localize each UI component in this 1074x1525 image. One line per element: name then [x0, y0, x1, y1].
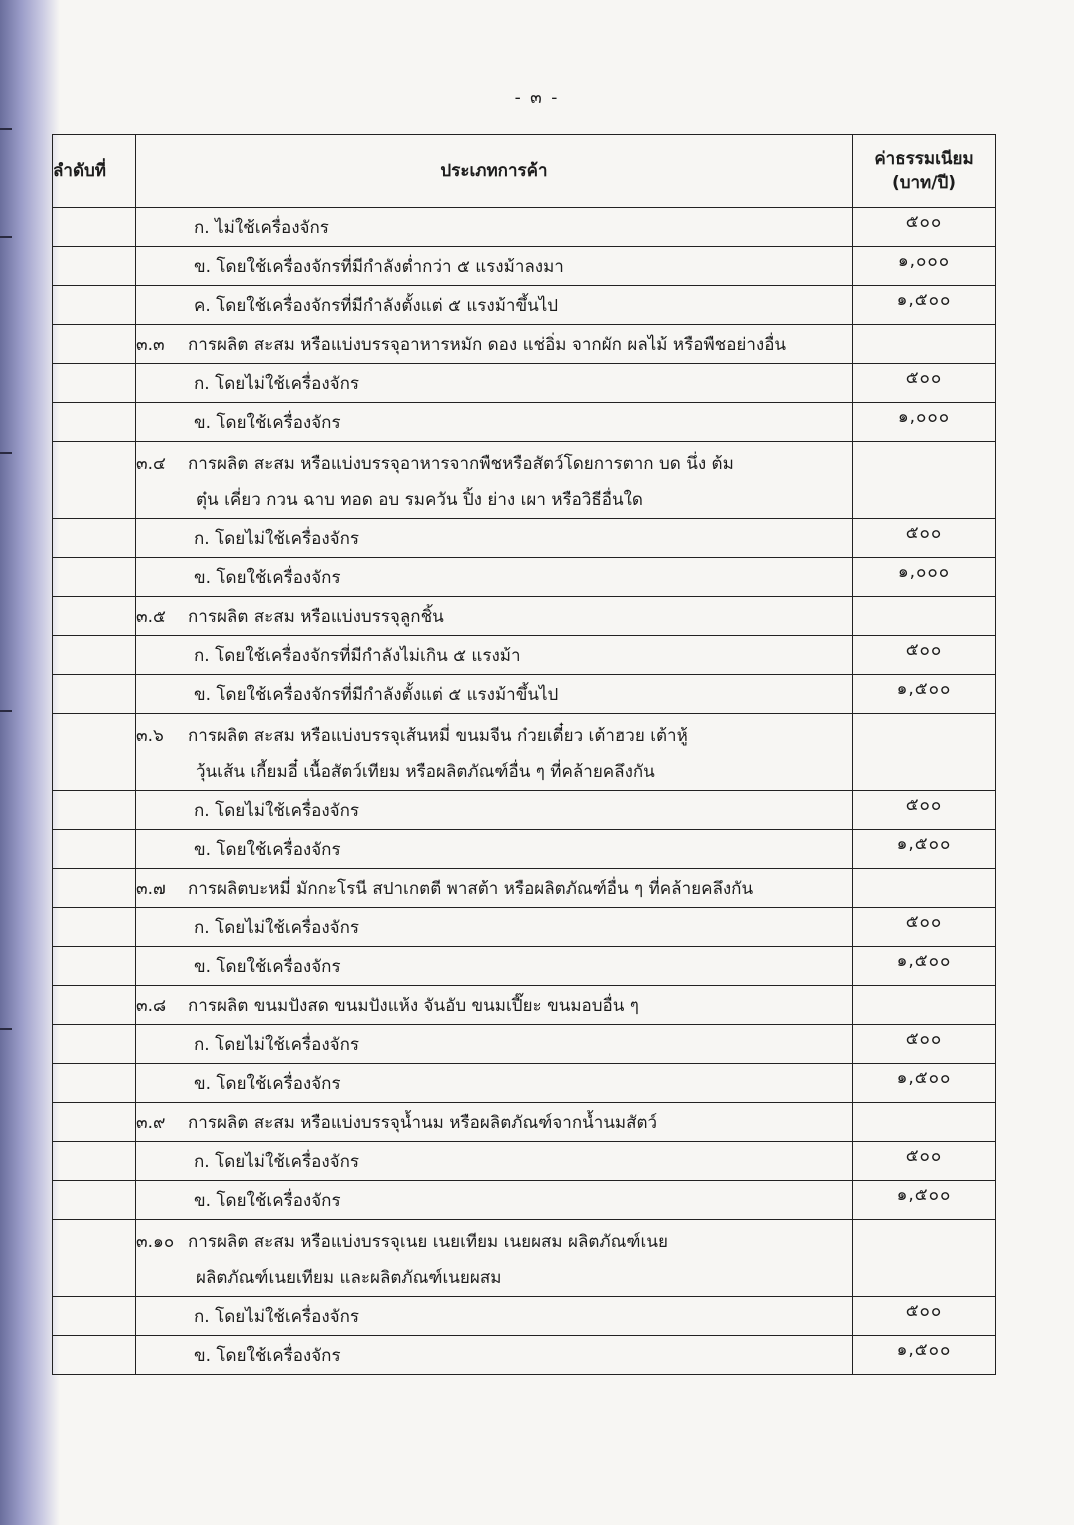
binding-mark [0, 1028, 12, 1030]
order-cell [53, 364, 136, 403]
section-row [53, 869, 996, 908]
section-description-cell [136, 869, 853, 908]
section-number: ๓.๔ [136, 454, 166, 474]
fee-cell: ๑,๐๐๐ [853, 403, 996, 442]
item-description-cell [136, 1181, 853, 1220]
fee-cell: ๑,๕๐๐ [853, 675, 996, 714]
header-order: ลำดับที่ [53, 135, 136, 208]
item-description-cell [136, 947, 853, 986]
section-title-continued: ผลิตภัณฑ์เนยเทียม และผลิตภัณฑ์เนยผสม [196, 1268, 502, 1288]
table-row [53, 675, 996, 714]
item-label: ข. โดยใช้เครื่องจักรที่มีกำลังตั้งแต่ ๕ แรงม้าขึ้นไป [194, 685, 559, 705]
item-label: ข. โดยใช้เครื่องจักร [194, 413, 341, 433]
fee-cell [853, 597, 996, 636]
fee-cell [853, 442, 996, 519]
item-label: ก. โดยไม่ใช้เครื่องจักร [194, 1307, 360, 1327]
header-fee-line2: (บาท/ปี) [891, 173, 957, 193]
order-cell [53, 675, 136, 714]
fee-cell [853, 714, 996, 791]
fee-cell: ๕๐๐ [853, 636, 996, 675]
section-row [53, 714, 996, 791]
section-number: ๓.๗ [136, 879, 166, 899]
section-description-cell [136, 442, 853, 519]
item-label: ข. โดยใช้เครื่องจักร [194, 1074, 341, 1094]
binding-edge [0, 0, 60, 1525]
order-cell [53, 830, 136, 869]
section-description-cell [136, 597, 853, 636]
binding-mark [0, 236, 12, 238]
item-description-cell [136, 247, 853, 286]
item-label: ก. โดยใช้เครื่องจักรที่มีกำลังไม่เกิน ๕ แรงม้า [194, 646, 521, 666]
table-row [53, 247, 996, 286]
section-number: ๓.๓ [136, 335, 165, 355]
item-description-cell [136, 519, 853, 558]
item-description-cell [136, 675, 853, 714]
table-header-row [53, 135, 996, 208]
order-cell [53, 1025, 136, 1064]
fee-cell: ๑,๐๐๐ [853, 247, 996, 286]
order-cell [53, 908, 136, 947]
order-cell [53, 1336, 136, 1375]
fee-cell: ๑,๕๐๐ [853, 830, 996, 869]
order-cell [53, 714, 136, 791]
item-label: ข. โดยใช้เครื่องจักร [194, 568, 341, 588]
fee-cell: ๕๐๐ [853, 908, 996, 947]
item-description-cell [136, 1142, 853, 1181]
item-description-cell [136, 286, 853, 325]
section-title: การผลิต ขนมปังสด ขนมปังแห้ง จันอับ ขนมเปี๊ยะ ขนมอบอื่น ๆ [188, 996, 639, 1016]
order-cell [53, 325, 136, 364]
item-description-cell [136, 403, 853, 442]
order-cell [53, 597, 136, 636]
section-title: การผลิต สะสม หรือแบ่งบรรจุอาหารจากพืชหรือสัตว์โดยการตาก บด นึ่ง ต้ม [188, 454, 734, 474]
table-row [53, 1142, 996, 1181]
section-row [53, 1103, 996, 1142]
table-row [53, 286, 996, 325]
table-row [53, 908, 996, 947]
section-row [53, 986, 996, 1025]
fee-cell: ๕๐๐ [853, 364, 996, 403]
order-cell [53, 1220, 136, 1297]
fee-cell [853, 1103, 996, 1142]
section-title: การผลิต สะสม หรือแบ่งบรรจุอาหารหมัก ดอง แช่อิ่ม จากผัก ผลไม้ หรือพืชอย่างอื่น [188, 335, 787, 355]
item-label: ก. โดยไม่ใช้เครื่องจักร [194, 801, 360, 821]
table-row [53, 830, 996, 869]
section-row [53, 325, 996, 364]
order-cell [53, 442, 136, 519]
section-row [53, 442, 996, 519]
binding-mark [0, 710, 12, 712]
order-cell [53, 558, 136, 597]
section-title: การผลิต สะสม หรือแบ่งบรรจุเนย เนยเทียม เนยผสม ผลิตภัณฑ์เนย [188, 1232, 668, 1252]
order-cell [53, 1142, 136, 1181]
order-cell [53, 1064, 136, 1103]
section-number: ๓.๕ [136, 607, 166, 627]
fee-cell: ๕๐๐ [853, 208, 996, 247]
item-description-cell [136, 908, 853, 947]
section-number: ๓.๘ [136, 996, 167, 1016]
order-cell [53, 403, 136, 442]
fee-cell: ๑,๕๐๐ [853, 1064, 996, 1103]
section-title: การผลิต สะสม หรือแบ่งบรรจุน้ำนม หรือผลิตภัณฑ์จากน้ำนมสัตว์ [188, 1113, 658, 1133]
order-cell [53, 791, 136, 830]
fee-cell [853, 1220, 996, 1297]
item-label: ข. โดยใช้เครื่องจักร [194, 840, 341, 860]
table-row [53, 791, 996, 830]
fee-cell: ๑,๐๐๐ [853, 558, 996, 597]
order-cell [53, 869, 136, 908]
order-cell [53, 208, 136, 247]
item-description-cell [136, 636, 853, 675]
header-trade-type: ประเภทการค้า [136, 135, 853, 208]
fee-cell: ๑,๕๐๐ [853, 1336, 996, 1375]
header-fee-line1: ค่าธรรมเนียม [874, 149, 974, 169]
item-label: ก. โดยไม่ใช้เครื่องจักร [194, 1152, 360, 1172]
fee-cell: ๕๐๐ [853, 1142, 996, 1181]
item-label: ข. โดยใช้เครื่องจักร [194, 957, 341, 977]
section-description-cell [136, 1220, 853, 1297]
table-row [53, 1064, 996, 1103]
fee-cell: ๕๐๐ [853, 519, 996, 558]
section-number: ๓.๖ [136, 726, 164, 746]
section-description-cell [136, 1103, 853, 1142]
fee-table [52, 134, 996, 1375]
order-cell [53, 286, 136, 325]
item-description-cell [136, 830, 853, 869]
item-description-cell [136, 1336, 853, 1375]
binding-mark [0, 452, 12, 454]
table-row [53, 208, 996, 247]
table-row [53, 1181, 996, 1220]
table-body [53, 208, 996, 1375]
section-row [53, 597, 996, 636]
fee-cell [853, 869, 996, 908]
table-row [53, 1025, 996, 1064]
fee-cell: ๕๐๐ [853, 1297, 996, 1336]
item-label: ก. โดยไม่ใช้เครื่องจักร [194, 918, 360, 938]
order-cell [53, 636, 136, 675]
fee-cell: ๕๐๐ [853, 791, 996, 830]
item-description-cell [136, 1297, 853, 1336]
table-row [53, 558, 996, 597]
section-description-cell [136, 325, 853, 364]
item-label: ข. โดยใช้เครื่องจักรที่มีกำลังต่ำกว่า ๕ แรงม้าลงมา [194, 257, 564, 277]
item-label: ก. โดยไม่ใช้เครื่องจักร [194, 374, 360, 394]
section-row [53, 1220, 996, 1297]
item-description-cell [136, 208, 853, 247]
table-row [53, 403, 996, 442]
fee-cell: ๑,๕๐๐ [853, 1181, 996, 1220]
item-label: ก. ไม่ใช้เครื่องจักร [194, 218, 329, 238]
item-label: ข. โดยใช้เครื่องจักร [194, 1191, 341, 1211]
table-row [53, 1336, 996, 1375]
item-description-cell [136, 791, 853, 830]
order-cell [53, 1297, 136, 1336]
order-cell [53, 947, 136, 986]
item-label: ข. โดยใช้เครื่องจักร [194, 1346, 341, 1366]
section-title: การผลิต สะสม หรือแบ่งบรรจุลูกชิ้น [188, 607, 444, 627]
item-description-cell [136, 558, 853, 597]
section-number: ๓.๑๐ [136, 1232, 175, 1252]
section-description-cell [136, 714, 853, 791]
section-number: ๓.๙ [136, 1113, 166, 1133]
order-cell [53, 247, 136, 286]
section-title: การผลิต สะสม หรือแบ่งบรรจุเส้นหมี่ ขนมจีน ก๋วยเตี๋ยว เต้าฮวย เต้าหู้ [188, 726, 688, 746]
item-description-cell [136, 1025, 853, 1064]
page-number: - ๓ - [514, 88, 560, 108]
item-label: ก. โดยไม่ใช้เครื่องจักร [194, 1035, 360, 1055]
table-row [53, 519, 996, 558]
fee-cell: ๑,๕๐๐ [853, 286, 996, 325]
item-description-cell [136, 1064, 853, 1103]
order-cell [53, 519, 136, 558]
table-row [53, 636, 996, 675]
fee-cell [853, 986, 996, 1025]
order-cell [53, 1181, 136, 1220]
table-row [53, 1297, 996, 1336]
section-title-continued: ตุ๋น เคี่ยว กวน ฉาบ ทอด อบ รมควัน ปิ้ง ย่าง เผา หรือวิธีอื่นใด [196, 490, 643, 510]
fee-cell: ๕๐๐ [853, 1025, 996, 1064]
header-fee [853, 135, 996, 208]
item-label: ค. โดยใช้เครื่องจักรที่มีกำลังตั้งแต่ ๕ แรงม้าขึ้นไป [194, 296, 559, 316]
section-title-continued: วุ้นเส้น เกี้ยมอี๋ เนื้อสัตว์เทียม หรือผลิตภัณฑ์อื่น ๆ ที่คล้ายคลึงกัน [196, 762, 655, 782]
item-label: ก. โดยไม่ใช้เครื่องจักร [194, 529, 360, 549]
section-description-cell [136, 986, 853, 1025]
order-cell [53, 986, 136, 1025]
order-cell [53, 1103, 136, 1142]
binding-mark [0, 128, 12, 130]
section-title: การผลิตบะหมี่ มักกะโรนี สปาเกตตี พาสต้า หรือผลิตภัณฑ์อื่น ๆ ที่คล้ายคลึงกัน [188, 879, 754, 899]
fee-cell [853, 325, 996, 364]
table-row [53, 364, 996, 403]
table-row [53, 947, 996, 986]
fee-cell: ๑,๕๐๐ [853, 947, 996, 986]
item-description-cell [136, 364, 853, 403]
